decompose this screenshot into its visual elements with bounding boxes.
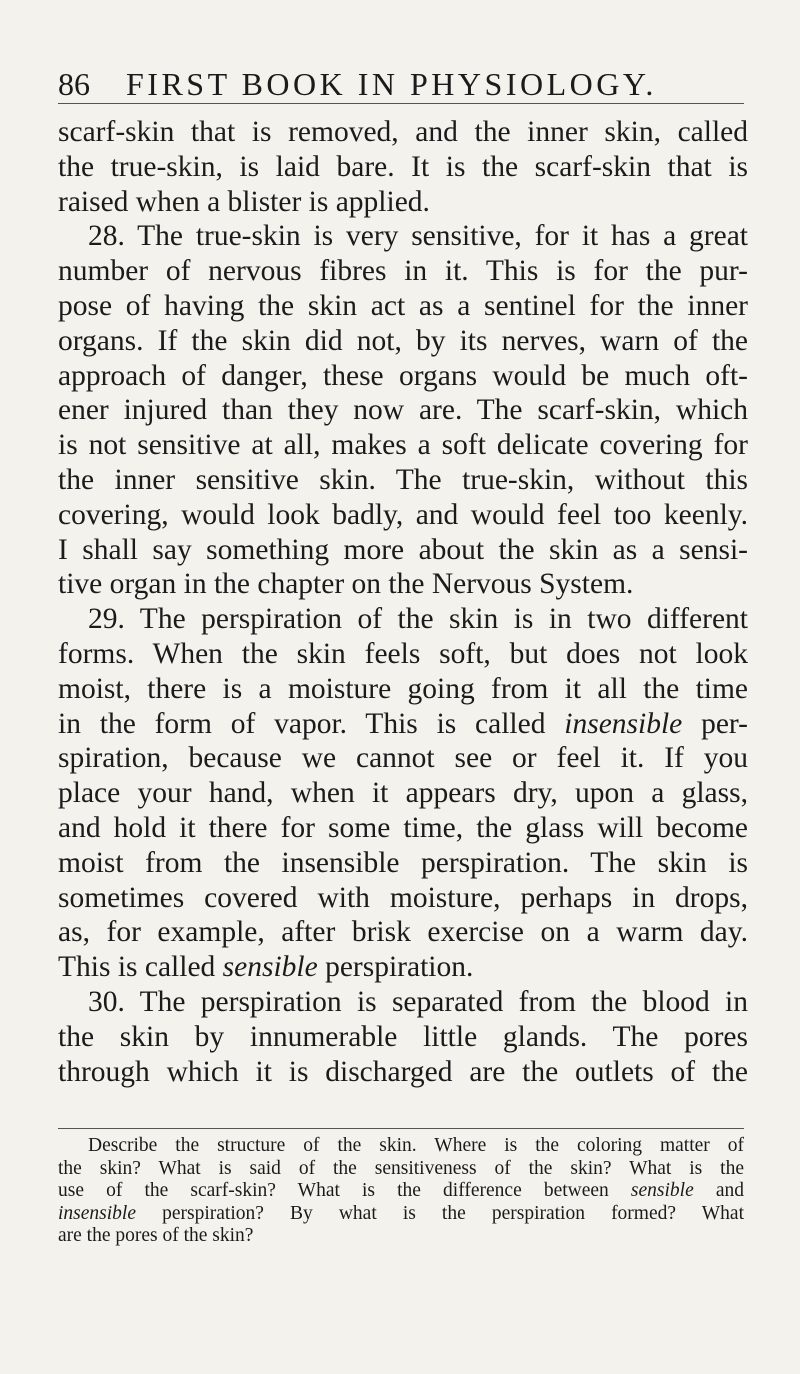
paragraph-30-start: 30. The perspiration is separated from the blood in [88, 985, 748, 1018]
text-line: through which it is discharged are the outlets of the [58, 1055, 748, 1088]
text-line: scarf-skin that is removed, and the inner skin, called [58, 116, 748, 148]
text-segment: in the form of vapor. This is called [58, 707, 546, 740]
text-segment: use of the scarf-skin? What is the difference between [58, 1180, 609, 1201]
text-line [58, 707, 748, 742]
text-line: covering, would look badly, and would feel too keenly. [58, 498, 748, 531]
body-text [58, 115, 748, 1089]
text-line: moist from the insensible perspiration. The skin is [58, 846, 748, 879]
text-line: pose of having the skin act as a sentinel for the inner [58, 289, 748, 322]
italic-term-insensible: insensible [58, 1202, 136, 1224]
paragraph-28-start: 28. The true-skin is very sensitive, for it has a great [88, 220, 748, 253]
question-line [58, 1180, 744, 1203]
footnote-rule [58, 1128, 744, 1129]
running-title: FIRST BOOK IN PHYSIOLOGY. [126, 66, 657, 102]
text-line: place your hand, when it appears dry, upon a glass, [58, 777, 748, 810]
question-line: are the pores of the skin? [58, 1225, 254, 1246]
text-line [58, 950, 748, 985]
text-line: the skin by innumerable little glands. The pores [58, 1020, 748, 1053]
text-segment: per- [701, 707, 748, 740]
text-line: spiration, because we cannot see or feel it. If you [58, 742, 748, 775]
text-line: moist, there is a moisture going from it all the time [58, 672, 748, 705]
text-line: the inner sensitive skin. The true-skin, without this [58, 463, 748, 496]
text-line: is not sensitive at all, makes a soft delicate covering for [58, 429, 748, 462]
review-questions [58, 1135, 744, 1248]
question-line: the skin? What is said of the sensitiveness of the skin? What is the [58, 1157, 744, 1179]
text-line: ener injured than they now are. The scarf-skin, which [58, 394, 748, 427]
question-line [58, 1203, 744, 1226]
text-line: raised when a blister is applied. [58, 185, 430, 218]
text-line: I shall say something more about the skin as a sensi- [58, 533, 748, 566]
italic-term-sensible: sensible [630, 1180, 694, 1201]
text-line: number of nervous fibres in it. This is for the pur- [58, 255, 748, 288]
text-segment: and [715, 1180, 745, 1201]
page-number: 86 [58, 66, 90, 102]
text-line: the true-skin, is laid bare. It is the scarf-skin that is [58, 150, 748, 183]
italic-term-sensible: sensible [222, 951, 318, 984]
text-line: organs. If the skin did not, by its nerves, warn of the [58, 324, 748, 357]
text-line: forms. When the skin feels soft, but does not look [58, 637, 748, 670]
text-segment: This is called [58, 951, 216, 984]
text-line: sometimes covered with moisture, perhaps in drops, [58, 881, 748, 914]
italic-term-insensible: insensible [564, 707, 683, 740]
text-line: tive organ in the chapter on the Nervous System. [58, 568, 634, 601]
paragraph-29-start: 29. The perspiration of the skin is in two different [88, 603, 748, 636]
text-segment: perspiration? By what is the perspiration formed? What [162, 1202, 745, 1224]
question-line: Describe the structure of the skin. Where is the coloring matter of [88, 1135, 744, 1156]
text-line: and hold it there for some time, the glass will become [58, 811, 748, 844]
text-segment: perspiration. [325, 951, 474, 984]
text-line: approach of danger, these organs would be much oft- [58, 359, 748, 392]
header-rule [58, 103, 744, 104]
text-line: as, for example, after brisk exercise on a warm day. [58, 916, 748, 949]
